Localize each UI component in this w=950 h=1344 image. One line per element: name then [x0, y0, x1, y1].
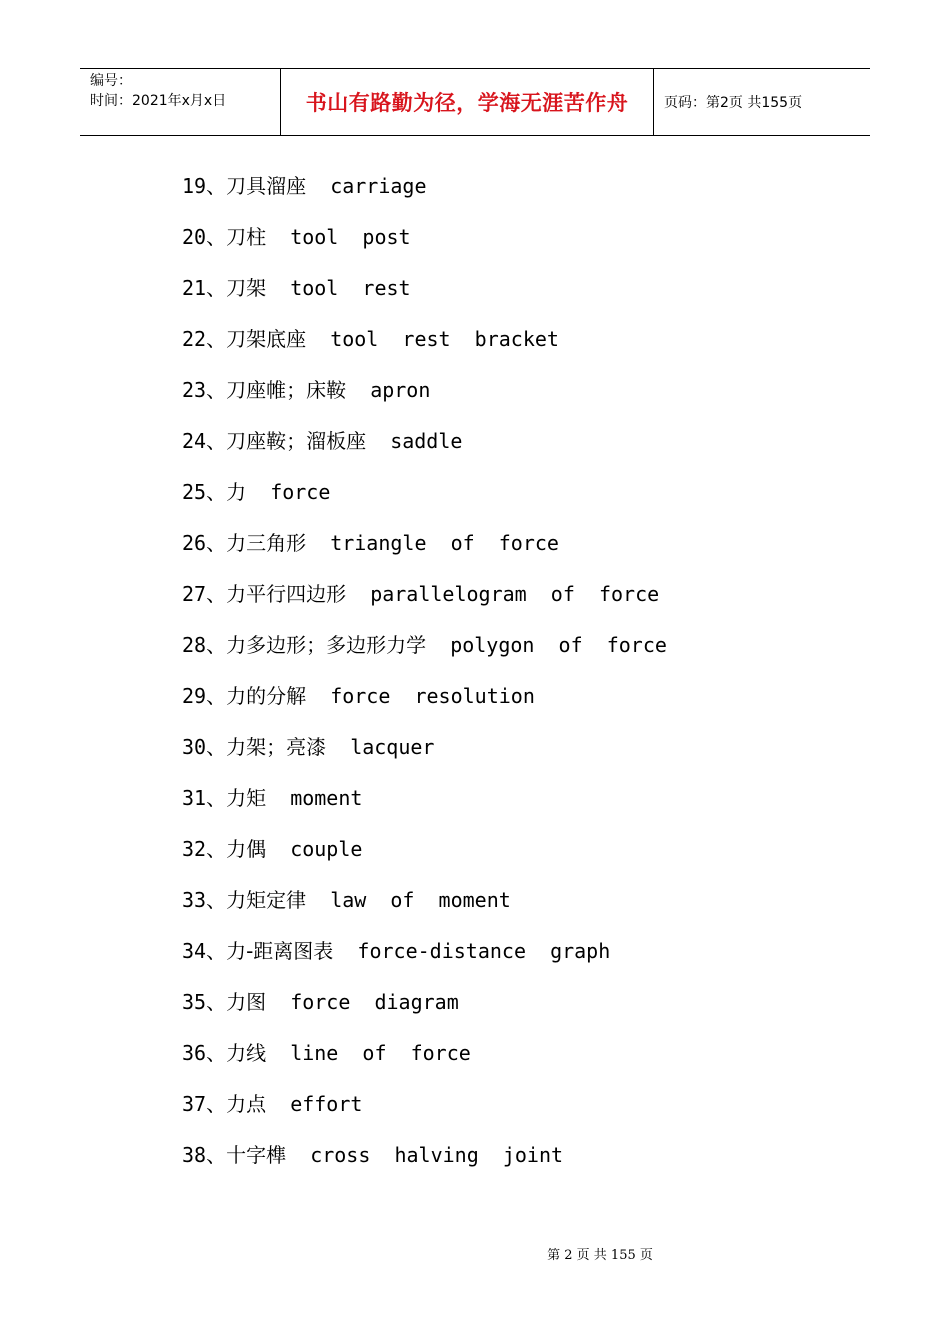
entry-chinese-term: 力图: [226, 990, 267, 1014]
entry-chinese-term: 刀架底座: [226, 327, 307, 351]
entry-gap: [286, 1143, 310, 1167]
entry-gap: [306, 174, 330, 198]
entry-chinese-term: 力架；亮漆: [226, 735, 327, 759]
glossary-entry: [182, 624, 667, 675]
entry-number: 30、: [182, 735, 227, 759]
entry-english-term: tool post: [290, 225, 411, 249]
entry-chinese-term: 力点: [226, 1092, 267, 1116]
entry-number: 23、: [182, 378, 227, 402]
entry-chinese-term: 十字榫: [226, 1143, 287, 1167]
glossary-entry: [182, 1134, 667, 1185]
entry-chinese-term: 力矩定律: [226, 888, 307, 912]
entry-number: 25、: [182, 480, 227, 504]
entry-english-term: triangle of force: [330, 531, 559, 555]
entry-gap: [306, 531, 330, 555]
entry-english-term: parallelogram of force: [370, 582, 660, 606]
entry-english-term: carriage: [330, 174, 427, 198]
glossary-entry: [182, 471, 667, 522]
glossary-entry: [182, 726, 667, 777]
entry-english-term: saddle: [390, 429, 463, 453]
entry-english-term: force resolution: [330, 684, 535, 708]
header-page-info: 页码：第2页 共155页: [664, 95, 803, 111]
entry-chinese-term: 刀座鞍；溜板座: [226, 429, 367, 453]
entry-number: 33、: [182, 888, 227, 912]
entry-english-term: couple: [290, 837, 363, 861]
entry-gap: [426, 633, 450, 657]
entry-english-term: force: [270, 480, 331, 504]
glossary-list: [182, 165, 667, 1185]
entry-english-term: apron: [370, 378, 431, 402]
document-number-label: 编号：: [90, 73, 132, 89]
glossary-entry: [182, 165, 667, 216]
entry-chinese-term: 力多边形；多边形力学: [226, 633, 427, 657]
glossary-entry: [182, 267, 667, 318]
entry-chinese-term: 力-距离图表: [226, 939, 334, 963]
entry-chinese-term: 力矩: [226, 786, 267, 810]
glossary-entry: [182, 216, 667, 267]
glossary-entry: [182, 1083, 667, 1134]
entry-number: 36、: [182, 1041, 227, 1065]
entry-english-term: lacquer: [350, 735, 435, 759]
glossary-entry: [182, 573, 667, 624]
entry-gap: [306, 684, 330, 708]
entry-number: 34、: [182, 939, 227, 963]
entry-number: 21、: [182, 276, 227, 300]
glossary-entry: [182, 930, 667, 981]
glossary-entry: [182, 318, 667, 369]
entry-number: 20、: [182, 225, 227, 249]
entry-number: 38、: [182, 1143, 227, 1167]
entry-gap: [306, 888, 330, 912]
entry-chinese-term: 刀座帷；床鞍: [226, 378, 347, 402]
entry-english-term: force diagram: [290, 990, 459, 1014]
glossary-entry: [182, 522, 667, 573]
entry-english-term: line of force: [290, 1041, 471, 1065]
entry-number: 24、: [182, 429, 227, 453]
entry-number: 26、: [182, 531, 227, 555]
entry-english-term: law of moment: [330, 888, 511, 912]
entry-chinese-term: 刀架: [226, 276, 267, 300]
header-meta: [80, 69, 281, 135]
entry-gap: [266, 837, 290, 861]
header-motto: 书山有路勤为径，学海无涯苦作舟: [281, 69, 654, 135]
entry-number: 22、: [182, 327, 227, 351]
entry-english-term: tool rest bracket: [330, 327, 559, 351]
entry-english-term: moment: [290, 786, 363, 810]
page-header: [80, 68, 870, 136]
entry-english-term: tool rest: [290, 276, 411, 300]
entry-gap: [326, 735, 350, 759]
glossary-entry: [182, 828, 667, 879]
entry-number: 27、: [182, 582, 227, 606]
entry-chinese-term: 力线: [226, 1041, 267, 1065]
entry-number: 29、: [182, 684, 227, 708]
page-footer: 第 2 页 共 155 页: [547, 1248, 653, 1263]
glossary-entry: [182, 981, 667, 1032]
entry-gap: [266, 225, 290, 249]
glossary-entry: [182, 369, 667, 420]
entry-chinese-term: 力平行四边形: [226, 582, 347, 606]
entry-english-term: force-distance graph: [357, 939, 611, 963]
document-time-label: 时间：2021年x月x日: [90, 93, 227, 109]
entry-number: 32、: [182, 837, 227, 861]
entry-gap: [366, 429, 390, 453]
entry-chinese-term: 力三角形: [226, 531, 307, 555]
entry-gap: [266, 990, 290, 1014]
entry-number: 35、: [182, 990, 227, 1014]
glossary-entry: [182, 675, 667, 726]
entry-gap: [306, 327, 330, 351]
entry-gap: [266, 1041, 290, 1065]
entry-number: 19、: [182, 174, 227, 198]
entry-english-term: cross halving joint: [310, 1143, 564, 1167]
entry-english-term: polygon of force: [450, 633, 667, 657]
entry-gap: [266, 1092, 290, 1116]
glossary-entry: [182, 879, 667, 930]
entry-chinese-term: 刀具溜座: [226, 174, 307, 198]
entry-gap: [266, 786, 290, 810]
entry-number: 28、: [182, 633, 227, 657]
entry-english-term: effort: [290, 1092, 363, 1116]
entry-gap: [246, 480, 270, 504]
entry-gap: [346, 582, 370, 606]
entry-chinese-term: 力: [226, 480, 247, 504]
entry-gap: [333, 939, 357, 963]
glossary-entry: [182, 1032, 667, 1083]
entry-chinese-term: 力的分解: [226, 684, 307, 708]
entry-gap: [266, 276, 290, 300]
entry-number: 31、: [182, 786, 227, 810]
entry-chinese-term: 力偶: [226, 837, 267, 861]
glossary-entry: [182, 777, 667, 828]
entry-number: 37、: [182, 1092, 227, 1116]
glossary-entry: [182, 420, 667, 471]
entry-chinese-term: 刀柱: [226, 225, 267, 249]
entry-gap: [346, 378, 370, 402]
